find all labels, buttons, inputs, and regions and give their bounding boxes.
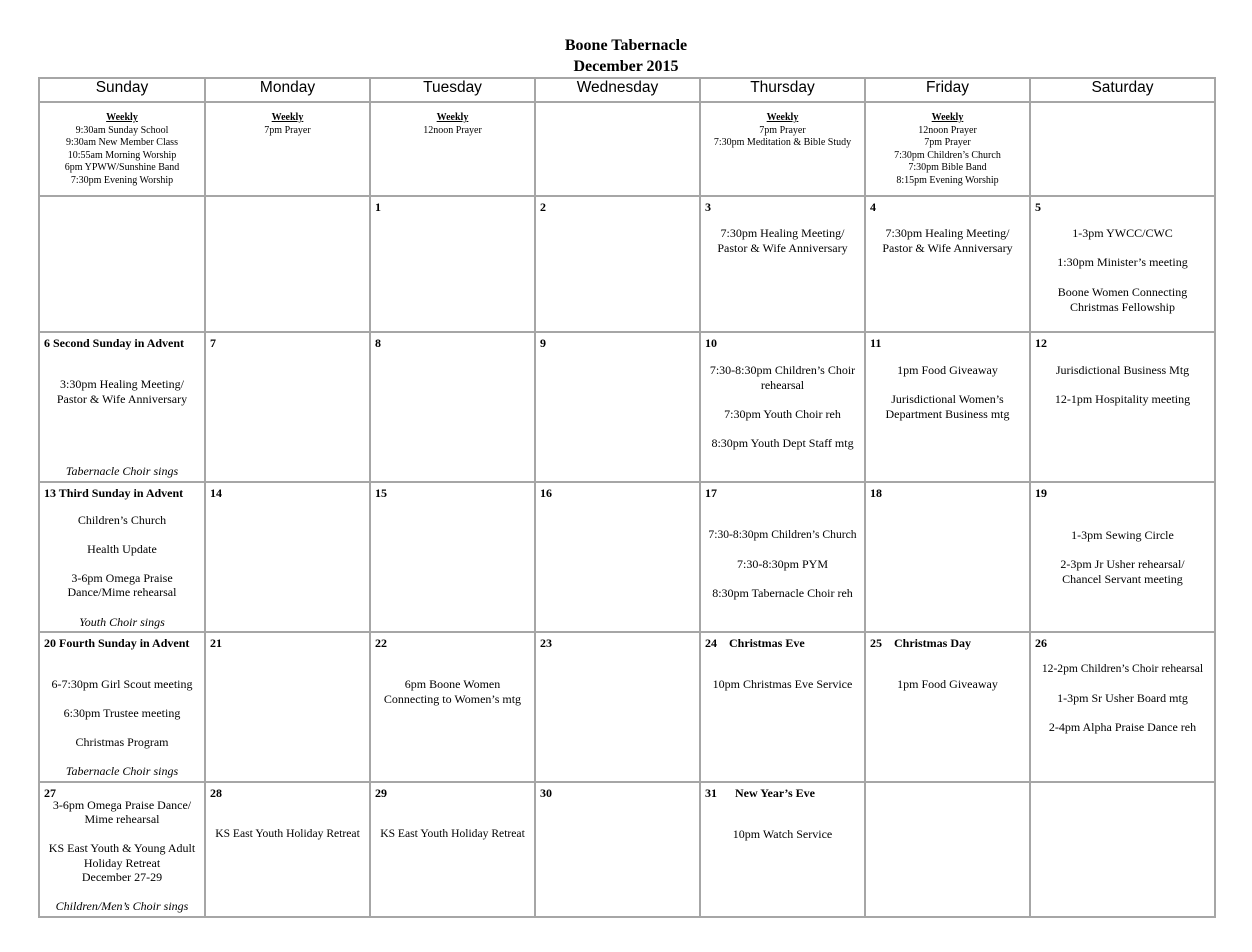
day-cell-30 [535, 782, 700, 917]
weekly-line: 7pm Prayer [264, 124, 311, 136]
weekly-line: 9:30am Sunday School [75, 124, 169, 136]
event-text: 1-3pm Sewing Circle [1071, 528, 1174, 542]
day-number: 24 Christmas Eve [705, 636, 805, 650]
day-cell-28 [205, 782, 370, 917]
weekly-line: 6pm YPWW/Sunshine Band [64, 162, 180, 173]
weekly-line: 7:30pm Meditation & Bible Study [713, 137, 852, 148]
day-cell-13 [39, 482, 205, 632]
day-number: 20 Fourth Sunday in Advent [44, 636, 190, 650]
weekly-line: 8:15pm Evening Worship [896, 174, 999, 186]
day-header-tuesday: Tuesday [370, 78, 535, 102]
day-number: 27 [44, 786, 56, 800]
day-cell-12 [1030, 332, 1215, 482]
weekly-heading: Weekly [106, 112, 138, 123]
day-cell-7 [205, 332, 370, 482]
event-text: Jurisdictional Business Mtg [1055, 363, 1190, 377]
event-text: Pastor & Wife Anniversary [56, 392, 188, 406]
event-text: December 27-29 [81, 870, 163, 884]
day-number: 1 [375, 200, 381, 214]
day-cell-18 [865, 482, 1030, 632]
day-number: 13 Third Sunday in Advent [44, 486, 184, 500]
weekly-cell-monday [205, 102, 370, 196]
day-number: 18 [870, 486, 882, 500]
event-text: 2-4pm Alpha Praise Dance reh [1048, 720, 1197, 734]
weekly-heading: Weekly [436, 112, 469, 123]
day-header-monday: Monday [205, 78, 370, 102]
event-text: 1-3pm Sr Usher Board mtg [1057, 691, 1188, 705]
event-text: Holiday Retreat [83, 856, 161, 870]
day-cell-8 [370, 332, 535, 482]
event-text: Department Business mtg [885, 407, 1010, 421]
weekly-line: 12noon Prayer [423, 124, 482, 136]
weekly-line: 9:30am New Member Class [66, 137, 178, 148]
day-header-sunday: Sunday [39, 78, 205, 102]
day-number: 29 [375, 786, 387, 800]
day-cell-5 [1030, 196, 1215, 332]
day-number: 11 [870, 336, 882, 350]
day-cell-21 [205, 632, 370, 782]
event-text: KS East Youth Holiday Retreat [380, 827, 525, 840]
choir-note: Youth Choir sings [79, 615, 165, 629]
day-number: 4 [870, 200, 876, 214]
day-cell-20 [39, 632, 205, 782]
weekly-line: 7:30pm Evening Worship [70, 174, 174, 186]
day-number: 9 [540, 336, 546, 350]
day-number: 12 [1035, 336, 1047, 350]
weekly-heading: Weekly [271, 112, 304, 123]
choir-note: Tabernacle Choir sings [65, 764, 179, 778]
day-number: 31 New Year’s Eve [705, 786, 815, 800]
day-cell-1 [370, 196, 535, 332]
day-number: 3 [705, 200, 711, 214]
day-number: 21 [210, 636, 222, 650]
event-text: 6pm Boone Women [404, 677, 501, 691]
day-header-friday: Friday [865, 78, 1030, 102]
weekly-line: 7:30pm Bible Band [908, 162, 987, 173]
day-number: 5 [1035, 200, 1041, 214]
day-cell-29 [370, 782, 535, 917]
weekly-line: 7pm Prayer [924, 137, 971, 148]
weekly-cell-tuesday [370, 102, 535, 196]
day-cell-17 [700, 482, 865, 632]
day-cell-19 [1030, 482, 1215, 632]
event-text: Dance/Mime rehearsal [67, 585, 177, 599]
weekly-line: 12noon Prayer [918, 124, 977, 136]
day-cell-22 [370, 632, 535, 782]
event-text: 1-3pm YWCC/CWC [1072, 226, 1173, 240]
day-number: 16 [540, 486, 552, 500]
event-text: 3-6pm Omega Praise Dance/ [52, 798, 192, 812]
day-cell-10 [700, 332, 865, 482]
calendar-grid [38, 77, 1216, 918]
event-text: Health Update [87, 542, 157, 556]
day-number: 17 [705, 486, 717, 500]
event-text: 8:30pm Tabernacle Choir reh [712, 586, 853, 600]
choir-note: Tabernacle Choir sings [65, 464, 179, 478]
event-text: 12-2pm Children’s Choir rehearsal [1041, 662, 1204, 675]
day-cell-9 [535, 332, 700, 482]
day-number: 6 Second Sunday in Advent [44, 336, 185, 350]
event-text: 7:30-8:30pm Children’s Church [708, 528, 857, 541]
day-cell-25 [865, 632, 1030, 782]
weekly-heading: Weekly [766, 112, 799, 123]
day-cell-14 [205, 482, 370, 632]
event-text: 10pm Watch Service [732, 827, 833, 841]
day-number: 25 Christmas Day [870, 636, 971, 650]
event-text: 2-3pm Jr Usher rehearsal/ [1060, 557, 1185, 571]
event-text: Christmas Fellowship [1069, 300, 1175, 314]
day-cell-3 [700, 196, 865, 332]
event-text: Chancel Servant meeting [1062, 572, 1183, 586]
day-number: 14 [210, 486, 222, 500]
day-number: 26 [1035, 636, 1047, 650]
day-number: 22 [375, 636, 387, 650]
day-cell-24 [700, 632, 865, 782]
weekly-cell-sunday [39, 102, 205, 196]
event-text: Pastor & Wife Anniversary [882, 241, 1013, 255]
event-text: KS East Youth & Young Adult [48, 841, 196, 855]
event-text: 1:30pm Minister’s meeting [1057, 255, 1188, 269]
day-number: 15 [375, 486, 387, 500]
empty-day-cell [205, 196, 370, 332]
day-number: 19 [1035, 486, 1047, 500]
day-cell-6 [39, 332, 205, 482]
event-text: 7:30pm Healing Meeting/ [885, 226, 1010, 240]
day-cell-4 [865, 196, 1030, 332]
day-number: 10 [705, 336, 717, 350]
weekly-cell-saturday [1030, 102, 1215, 196]
weekly-line: 7:30pm Children’s Church [894, 149, 1001, 161]
event-text: Children’s Church [77, 513, 167, 527]
day-number: 8 [375, 336, 381, 350]
event-text: 3-6pm Omega Praise [71, 571, 173, 585]
event-text: 1pm Food Giveaway [897, 363, 998, 377]
choir-note: Children/Men’s Choir sings [55, 899, 189, 913]
weekly-heading: Weekly [931, 112, 964, 123]
event-text: Connecting to Women’s mtg [383, 692, 522, 706]
empty-day-cell [39, 196, 205, 332]
weekly-line: 10:55am Morning Worship [67, 149, 177, 161]
day-cell-2 [535, 196, 700, 332]
event-text: 3:30pm Healing Meeting/ [60, 377, 184, 391]
empty-day-cell [865, 782, 1030, 917]
event-text: 7:30-8:30pm PYM [736, 557, 828, 571]
event-text: 7:30pm Youth Choir reh [724, 407, 841, 421]
day-number: 7 [210, 336, 216, 350]
day-cell-15 [370, 482, 535, 632]
day-cell-16 [535, 482, 700, 632]
day-number: 30 [540, 786, 552, 800]
event-text: 1pm Food Giveaway [897, 677, 998, 691]
day-cell-26 [1030, 632, 1215, 782]
weekly-cell-thursday [700, 102, 865, 196]
day-cell-11 [865, 332, 1030, 482]
event-text: 12-1pm Hospitality meeting [1054, 392, 1191, 406]
event-text: Christmas Program [75, 735, 169, 749]
event-text: 8:30pm Youth Dept Staff mtg [711, 436, 854, 450]
calendar-org-title: Boone Tabernacle [564, 37, 688, 54]
day-header-saturday: Saturday [1030, 78, 1215, 102]
day-cell-23 [535, 632, 700, 782]
event-text: KS East Youth Holiday Retreat [215, 827, 360, 840]
event-text: 6:30pm Trustee meeting [63, 706, 181, 720]
day-cell-31 [700, 782, 865, 917]
day-header-thursday: Thursday [700, 78, 865, 102]
event-text: Boone Women Connecting [1057, 285, 1188, 299]
weekly-line: 7pm Prayer [759, 124, 806, 136]
event-text: 7:30pm Healing Meeting/ [720, 226, 845, 240]
day-header-wednesday: Wednesday [535, 78, 700, 102]
event-text: Pastor & Wife Anniversary [717, 241, 848, 255]
empty-day-cell [1030, 782, 1215, 917]
day-number: 2 [540, 200, 546, 214]
event-text: 7:30-8:30pm Children’s Choir [709, 363, 856, 377]
day-number: 23 [540, 636, 552, 650]
day-number: 28 [210, 786, 222, 800]
event-text: Mime rehearsal [84, 812, 160, 826]
event-text: rehearsal [760, 378, 805, 392]
event-text: 10pm Christmas Eve Service [712, 677, 853, 691]
weekly-cell-friday [865, 102, 1030, 196]
calendar-month-title: December 2015 [573, 58, 679, 75]
weekly-cell-wednesday [535, 102, 700, 196]
event-text: Jurisdictional Women’s [891, 392, 1004, 406]
event-text: 6-7:30pm Girl Scout meeting [51, 677, 193, 691]
day-cell-27 [39, 782, 205, 917]
